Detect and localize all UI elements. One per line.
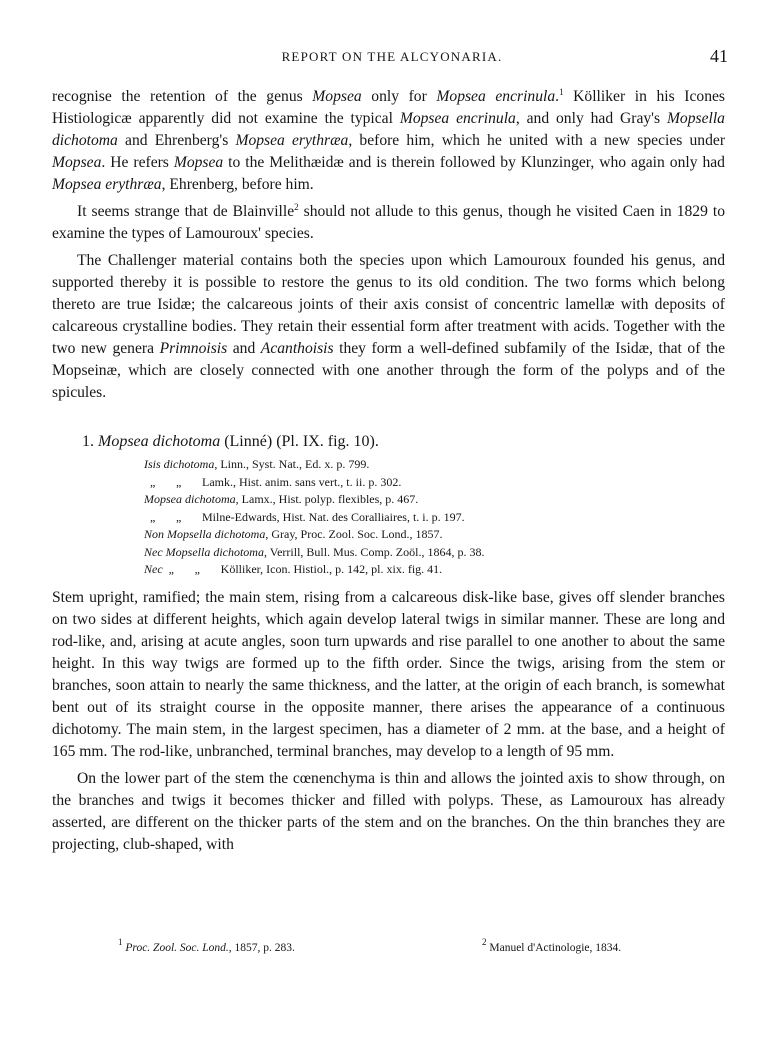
synonym-name: Non Mopsella dichotoma — [144, 527, 266, 541]
running-title: REPORT ON THE ALCYONARIA. — [281, 49, 503, 64]
footnote-mark: 1 — [118, 937, 123, 947]
synonymy-entry: Mopsea dichotoma, Lamx., Hist. polyp. flexibles, p. 467. — [144, 492, 419, 506]
paragraph: It seems strange that de Blainville$^2$ should not allude to this genus, though he visited Caen in 1829 to examine the types of Lamouroux' species. — [52, 202, 725, 242]
species-name: Mopsea dichotoma — [98, 433, 221, 450]
synonym-name: Mopsea dichotoma — [144, 492, 236, 506]
ditto-mark: „ — [194, 562, 200, 576]
paragraph: On the lower part of the stem the cœnenchyma is thin and allows the jointed axis to show through, on the branches and twigs it becomes thicker and filled with polyps. These, as Lamouroux has already asserted, are different on the thicker parts of the stem and on the branches. On the thin branches they are projecting, club-shaped, with — [52, 769, 725, 853]
footnote: $^1$ Proc. Zool. Soc. Lond., 1857, p. 283. — [118, 937, 295, 954]
ditto-mark: „ — [176, 509, 182, 524]
ditto-mark: „ — [168, 562, 174, 576]
synonymy-entry: Nec „ „ Kölliker, Icon. Histiol., p. 142, pl. xix. fig. 41. — [144, 561, 725, 579]
synonymy-entry: „ „ Milne-Edwards, Hist. Nat. des Coralliaires, t. i. p. 197. — [144, 509, 725, 527]
footnote-mark: 2 — [482, 937, 487, 947]
species-author: (Linné) — [224, 433, 273, 450]
footnote-source: Proc. Zool. Soc. Lond. — [125, 942, 229, 954]
paragraph: Stem upright, ramified; the main stem, rising from a calcareous disk-like base, gives off slender branches on two sides at different heights, which again develop lateral twigs in similar manner. These are long and rod-like, and, arising at acute angles, soon turn upwards and rise parallel to one another to about the same height. In this way twigs are formed up to the fifth order. Since the twigs, arising from the stem or branches, soon attain to nearly the same thickness, and the latter, at the origin of each branch, is somewhat bent out of its straight course in the opposite manner, there arises the appearance of a continuous dichotomy. The main stem, in the largest specimen, has a diameter of 2 mm. at the base, and a height of 165 mm. The rod-like, unbranched, terminal branches, may develop to a length of 95 mm. — [52, 588, 725, 760]
paragraph: The Challenger material contains both the species upon which Lamouroux founded his genus, and supported thereby it is possible to restore the genus to its old condition. The two forms which belong thereto are true Isidæ; the calcareous joints of their axis consist of concentric lamellæ with deposits of calcareous crystalline bodies. They retain their essential form after treatment with acids. Together with the two new genera Primnoisis and Acanthoisis they form a well-defined subfamily of the Isidæ, that of the Mopseinæ, which are closely connected with one another through the form of the polyps and of the spicules. — [52, 252, 726, 401]
ditto-mark: „ — [176, 474, 182, 489]
synonymy-entry: Isis dichotoma, Linn., Syst. Nat., Ed. x. p. 799. — [144, 457, 370, 471]
synonymy-entry: „ „ Lamk., Hist. anim. sans vert., t. ii. p. 302. — [144, 474, 725, 492]
ditto-mark: „ — [150, 474, 156, 489]
ditto-mark: „ — [150, 509, 156, 524]
synonymy-list — [144, 456, 725, 579]
body-text — [52, 86, 725, 861]
footnotes — [0, 937, 776, 962]
footnote: $^2$ Manuel d'Actinologie, 1834. — [482, 937, 622, 954]
running-head — [56, 46, 728, 68]
paragraph: recognise the retention of the genus Mopsea only for Mopsea encrinula.$^1$ Kölliker in his Icones Histiologicæ apparently did not examine the typical Mopsea encrinula, and only had Gray's Mopsella dichotoma and Ehrenberg's Mopsea erythræa, before him, which he united with a new species under Mopsea. He refers Mopsea to the Melithæidæ and is therein followed by Klunzinger, who again only had Mopsea erythræa, Ehrenberg, before him. — [52, 87, 726, 193]
synonym-name: Nec — [144, 562, 163, 576]
species-heading — [82, 431, 725, 453]
synonym-name: Nec Mopsella dichotoma — [144, 544, 264, 559]
species-number: 1. — [82, 433, 94, 450]
synonymy-entry: Nec Mopsella dichotoma, Verrill, Bull. Mus. Comp. Zoöl., 1864, p. 38. — [144, 544, 485, 559]
synonym-name: Isis dichotoma — [144, 457, 215, 471]
page-number: 41 — [710, 46, 728, 66]
species-plate: (Pl. IX. fig. 10). — [276, 433, 379, 450]
synonymy-entry: Non Mopsella dichotoma, Gray, Proc. Zool. Soc. Lond., 1857. — [144, 527, 443, 541]
